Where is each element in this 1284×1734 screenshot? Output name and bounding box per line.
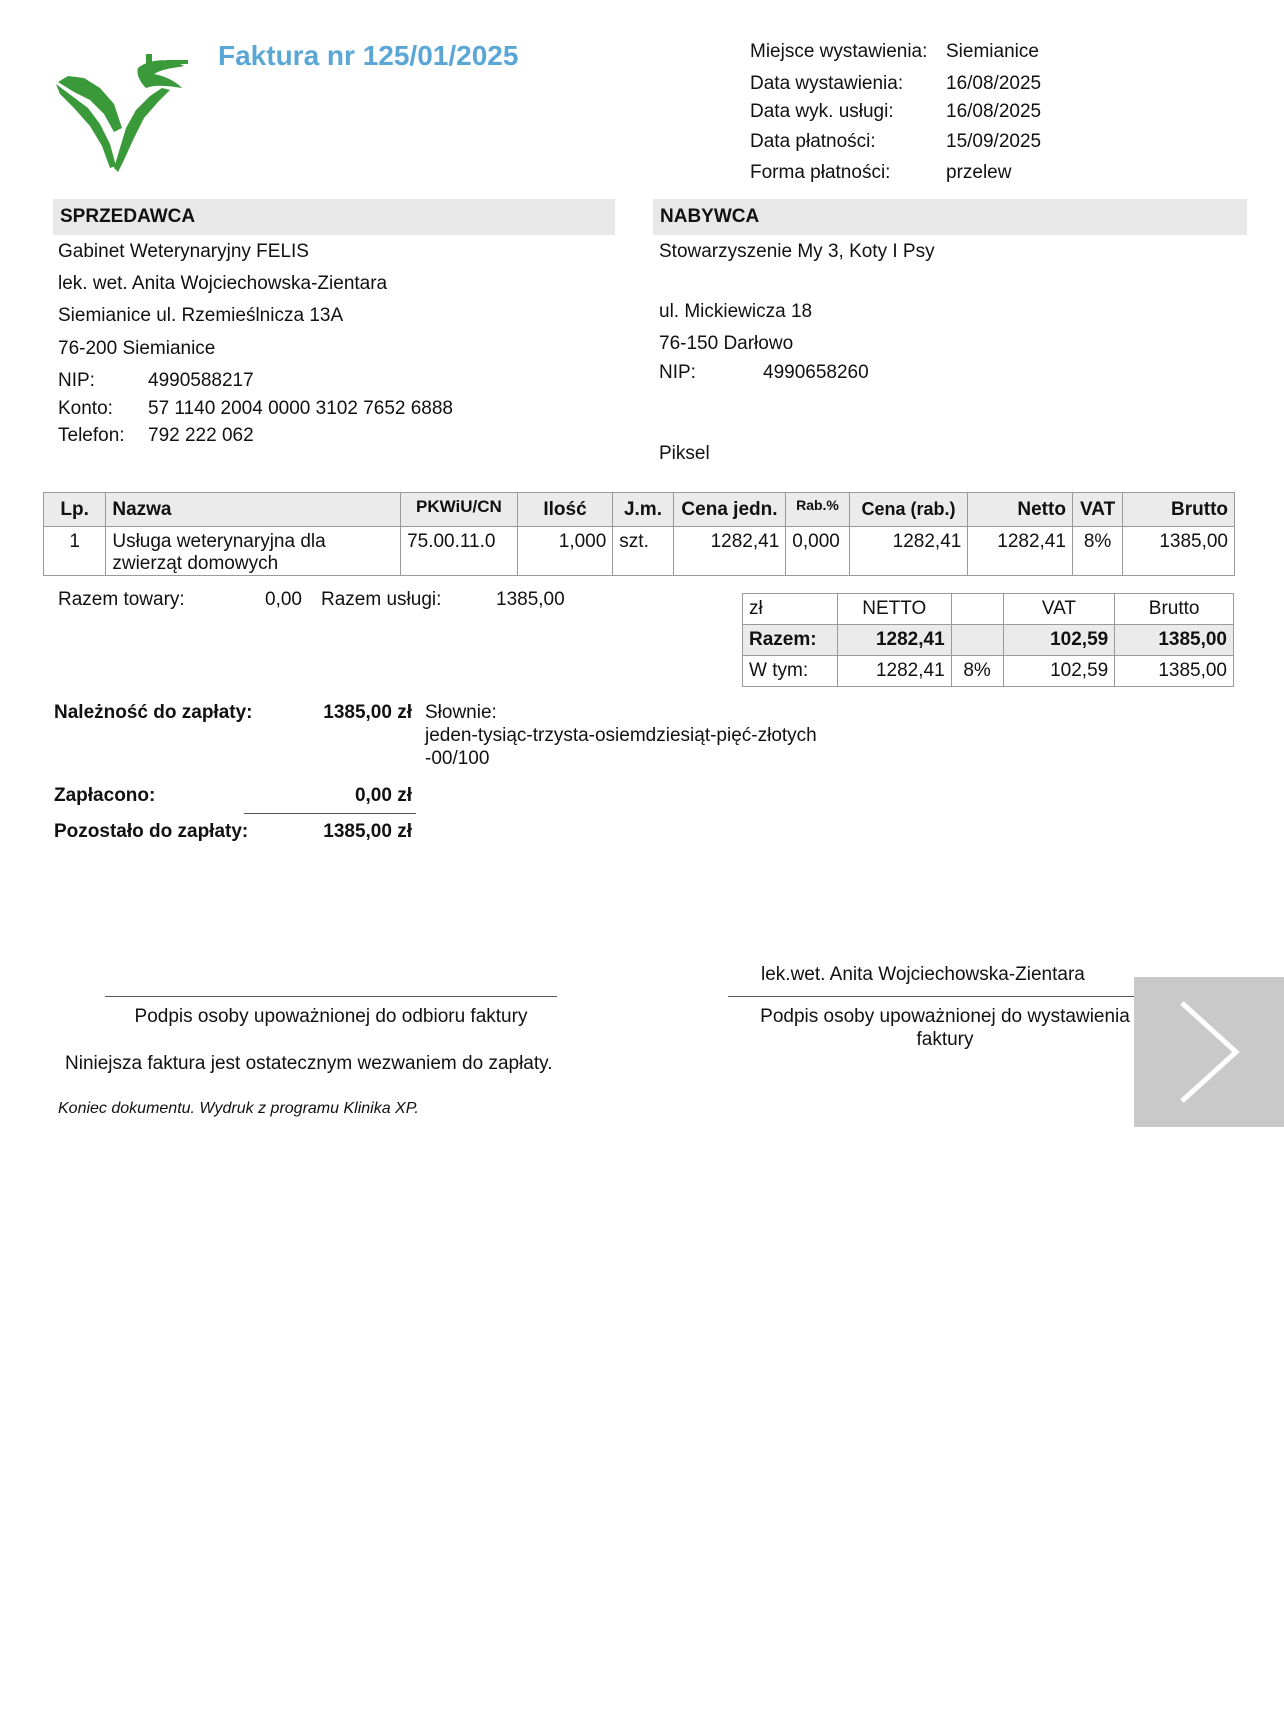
buyer-street: ul. Mickiewicza 18 (659, 301, 813, 322)
col-pkwiu: PKWiU/CN (401, 493, 518, 527)
row-quantity: 1,000 (517, 527, 613, 576)
col-quantity: Ilość (517, 493, 613, 527)
col-unit-price: Cena jedn. (673, 493, 786, 527)
vat-total-row (743, 625, 1234, 656)
table-row (44, 527, 1235, 576)
vat-total-vat: 102,59 (1003, 625, 1115, 656)
vat-col-rate (951, 594, 1003, 625)
words-label: Słownie: (425, 702, 497, 723)
payment-method-label: Forma płatności: (750, 162, 891, 183)
seller-phone-label: Telefon: (58, 425, 125, 446)
vat-col-vat: VAT (1003, 594, 1115, 625)
vat-total-gross: 1385,00 (1115, 625, 1234, 656)
paid-amount: 0,00 zł (354, 785, 412, 806)
vat-breakdown-net: 1282,41 (837, 656, 951, 687)
col-unit: J.m. (613, 493, 673, 527)
seller-nip: 4990588217 (148, 370, 254, 391)
seller-person: lek. wet. Anita Wojciechowska-Zientara (58, 273, 388, 294)
seller-heading: SPRZEDAWCA (53, 199, 615, 235)
vat-breakdown-label: W tym: (743, 656, 838, 687)
remaining-amount: 1385,00 zł (323, 821, 412, 842)
end-note: Koniec dokumentu. Wydruk z programu Klinika XP. (58, 1100, 419, 1117)
receiver-signature-caption: Podpis osoby upoważnionej do odbioru faktury (134, 1006, 528, 1027)
issue-date-label: Data wystawienia: (750, 73, 904, 94)
buyer-name: Stowarzyszenie My 3, Koty I Psy (659, 241, 935, 262)
vat-summary-table (742, 593, 1234, 687)
payment-date-label: Data płatności: (750, 131, 876, 152)
issuer-signature-line (728, 996, 1162, 997)
vat-breakdown-gross: 1385,00 (1115, 656, 1234, 687)
row-discounted-price: 1282,41 (849, 527, 968, 576)
next-page-button[interactable] (1134, 977, 1284, 1127)
vat-total-net: 1282,41 (837, 625, 951, 656)
seller-name: Gabinet Weterynaryjny FELIS (58, 241, 309, 262)
row-vat: 8% (1072, 527, 1122, 576)
place-value: Siemianice (946, 41, 1039, 62)
chevron-right-icon (1174, 997, 1244, 1107)
seller-account-label: Konto: (58, 398, 113, 419)
row-pkwiu: 75.00.11.0 (401, 527, 518, 576)
vat-col-gross: Brutto (1115, 594, 1234, 625)
vat-currency: zł (743, 594, 838, 625)
invoice-title: Faktura nr 125/01/2025 (218, 40, 519, 71)
final-notice: Niniejsza faktura jest ostatecznym wezwaniem do zapłaty. (65, 1053, 553, 1074)
vet-clinic-logo-icon (54, 48, 190, 172)
amount-due: 1385,00 zł (323, 702, 412, 723)
items-table (43, 492, 1235, 576)
buyer-city: 76-150 Darłowo (659, 333, 794, 354)
receiver-signature-line (105, 996, 557, 997)
col-gross: Brutto (1123, 493, 1235, 527)
row-unit: szt. (613, 527, 673, 576)
seller-street: Siemianice ul. Rzemieślnicza 13A (58, 305, 344, 326)
vat-total-rate (951, 625, 1003, 656)
issue-date-value: 16/08/2025 (946, 73, 1042, 94)
vat-breakdown-vat: 102,59 (1003, 656, 1115, 687)
vat-breakdown-row (743, 656, 1234, 687)
vat-header-row (743, 594, 1234, 625)
payment-date-value: 15/09/2025 (946, 131, 1042, 152)
seller-nip-label: NIP: (58, 370, 95, 391)
remaining-label: Pozostało do zapłaty: (54, 821, 249, 842)
row-name: Usługa weterynaryjna dla zwierząt domowych (106, 527, 401, 576)
seller-phone: 792 222 062 (148, 425, 254, 446)
row-lp: 1 (44, 527, 106, 576)
vat-col-net: NETTO (837, 594, 951, 625)
row-unit-price: 1282,41 (673, 527, 786, 576)
buyer-nip-label: NIP: (659, 362, 696, 383)
vat-total-label: Razem: (743, 625, 838, 656)
buyer-note: Piksel (659, 443, 710, 464)
words-line-2: -00/100 (425, 748, 490, 769)
amount-due-label: Należność do zapłaty: (54, 702, 253, 723)
payment-method-value: przelew (946, 162, 1012, 183)
issuer-signature-caption-1: Podpis osoby upoważnionej do wystawienia (760, 1006, 1130, 1027)
buyer-nip: 4990658260 (763, 362, 869, 383)
issuer-signature-caption-2: faktury (916, 1029, 974, 1050)
row-net: 1282,41 (968, 527, 1073, 576)
col-discounted-price: Cena (rab.) (849, 493, 968, 527)
col-vat: VAT (1072, 493, 1122, 527)
col-discount: Rab.% (786, 493, 849, 527)
col-net: Netto (968, 493, 1073, 527)
col-name: Nazwa (106, 493, 401, 527)
seller-city: 76-200 Siemianice (58, 338, 216, 359)
service-date-label: Data wyk. usługi: (750, 101, 894, 122)
services-total: 1385,00 (496, 589, 565, 610)
goods-total-label: Razem towary: (58, 589, 185, 610)
row-gross: 1385,00 (1123, 527, 1235, 576)
row-discount: 0,000 (786, 527, 849, 576)
seller-account: 57 1140 2004 0000 3102 7652 6888 (148, 398, 454, 419)
paid-divider (244, 813, 416, 814)
place-label: Miejsce wystawienia: (750, 41, 928, 62)
services-total-label: Razem usługi: (321, 589, 442, 610)
service-date-value: 16/08/2025 (946, 101, 1042, 122)
col-lp: Lp. (44, 493, 106, 527)
vat-breakdown-rate: 8% (951, 656, 1003, 687)
items-header-row (44, 493, 1235, 527)
words-line-1: jeden-tysiąc-trzysta-osiemdziesiąt-pięć-złotych (425, 725, 817, 746)
buyer-heading: NABYWCA (653, 199, 1247, 235)
goods-total: 0,00 (265, 589, 302, 610)
paid-label: Zapłacono: (54, 785, 156, 806)
issuer-name: lek.wet. Anita Wojciechowska-Zientara (761, 964, 1085, 985)
